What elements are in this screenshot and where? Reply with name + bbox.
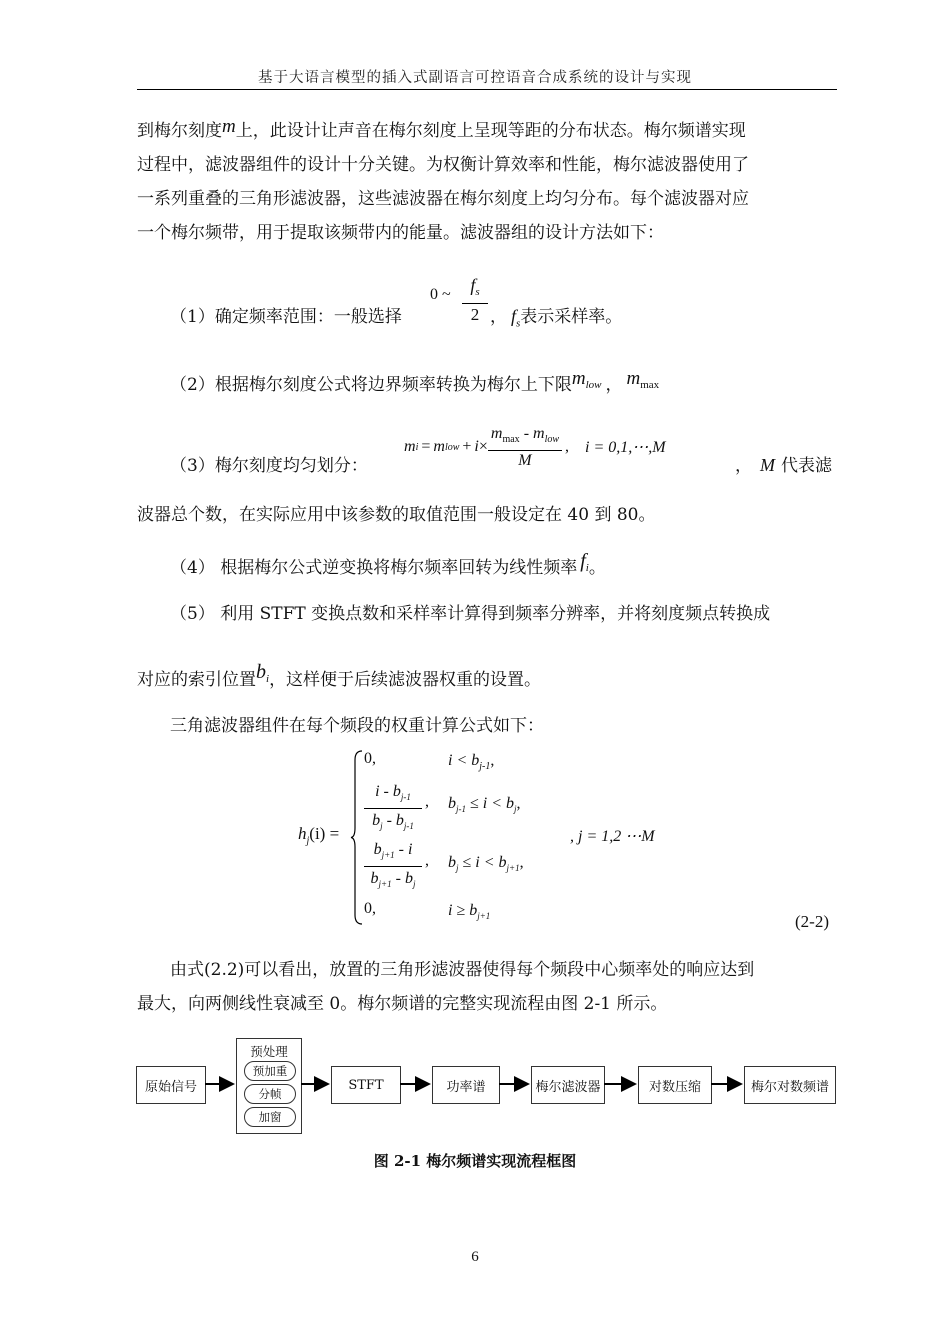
step-1: （1）确定频率范围：一般选择 — [170, 307, 402, 327]
flow-box-mel-filter: 梅尔滤波器 — [531, 1066, 605, 1104]
flow-pill-framing: 分帧 — [244, 1084, 296, 1104]
case-3-comma: , — [425, 852, 429, 869]
para1-line-2: 过程中，滤波器组件的设计十分关键。为权衡计算效率和性能，梅尔滤波器使用了 — [137, 155, 749, 175]
para1-line-3: 一系列重叠的三角形滤波器，这些滤波器在梅尔刻度上均匀分布。每个滤波器对应 — [137, 189, 749, 209]
case-2-comma: , — [425, 793, 429, 810]
equation22-range: , j = 1,2 ⋯M — [570, 828, 655, 845]
step1-zero: 0 ~ — [430, 286, 451, 303]
step1-fraction: $f_s$ 2 — [462, 274, 488, 326]
para-after-line-2: 最大，向两侧线性衰减至 0。梅尔频谱的完整实现流程由图 2-1 所示。 — [137, 994, 668, 1014]
case-3-condition: $b_j \le i < b_{j+1}$, — [448, 854, 524, 874]
flow-box-log-compression: 对数压缩 — [638, 1066, 712, 1104]
equation-number: (2-2) — [795, 912, 829, 931]
flow-box-power-spectrum: 功率谱 — [432, 1066, 500, 1104]
case-1-condition: $i < b_{j-1}$, — [448, 752, 495, 773]
step1-tail: ， $f_s$表示采样率。 — [490, 306, 623, 330]
case-2-fraction: i - $b_{j-1}$ $b_j - b_{j-1}$ — [364, 780, 422, 837]
case-4-value: 0, — [364, 900, 376, 917]
figure-caption: 图 2-1 梅尔频谱实现流程框图 — [373, 1152, 577, 1170]
step-4: （4） 根据梅尔公式逆变换将梅尔频率回转为线性频率 $f_i$。 — [170, 550, 606, 578]
flow-box-log-mel-spectrum: 梅尔对数频谱 — [744, 1066, 836, 1104]
triangle-intro: 三角滤波器组件在每个频段的权重计算公式如下： — [170, 716, 544, 736]
flow-box-source: 原始信号 — [136, 1066, 206, 1104]
equation-3: m i = m low + i × $\frac{m_{max} - m_{low}}{M}$ , i = 0,1,⋯,M — [404, 424, 666, 470]
flow-box-stft: STFT — [331, 1066, 401, 1104]
page-number: 6 — [471, 1249, 479, 1265]
case-1-value: 0, — [364, 750, 376, 767]
step5-continuation: 对应的索引位置$b_i$，这样便于后续滤波器权重的设置。 — [137, 661, 542, 690]
para1-line-1: 到梅尔刻度m上，此设计让声音在梅尔刻度上呈现等距的分布状态。梅尔频谱实现 — [137, 116, 746, 141]
para-after-line-1: 由式(2.2)可以看出，放置的三角形滤波器使得每个频段中心频率处的响应达到 — [170, 960, 755, 980]
running-header: 基于大语言模型的插入式副语言可控语音合成系统的设计与实现 — [258, 70, 692, 86]
step3-continuation: 波器总个数，在实际应用中该参数的取值范围一般设定在 40 到 80。 — [137, 505, 656, 525]
para1-line-4: 一个梅尔频带，用于提取该频带内的能量。滤波器组的设计方法如下： — [137, 223, 664, 243]
step3-tail: ， M 代表滤 — [735, 455, 832, 476]
case-2-condition: $b_{j-1} \le i < b_j$, — [448, 795, 521, 815]
case-3-fraction: $b_{j+1}$ - i $b_{j+1} - b_j$ — [364, 838, 422, 895]
flow-group-title: 预处理 — [250, 1044, 288, 1059]
equation22-lhs: $h_j(i)$ = — [298, 824, 340, 847]
flow-pill-preemphasis: 预加重 — [244, 1061, 296, 1081]
equation3-fraction: $\frac{m_{max} - m_{low}}{M}$ — [488, 423, 562, 471]
header-rule — [137, 89, 837, 90]
flow-arrows — [0, 1060, 950, 1110]
step-2: （2）根据梅尔刻度公式将边界频率转换为梅尔上下限$m_{low}$ ， $m_{max}$ — [170, 368, 660, 395]
case-4-condition: $i \ge b_{j+1}$ — [448, 902, 491, 922]
step-3: （3）梅尔刻度均匀划分： — [170, 456, 368, 476]
flow-pill-windowing: 加窗 — [244, 1107, 296, 1127]
equation22-brace — [350, 750, 364, 925]
step-5: （5） 利用 STFT 变换点数和采样率计算得到频率分辨率，并将刻度频点转换成 — [170, 604, 771, 624]
